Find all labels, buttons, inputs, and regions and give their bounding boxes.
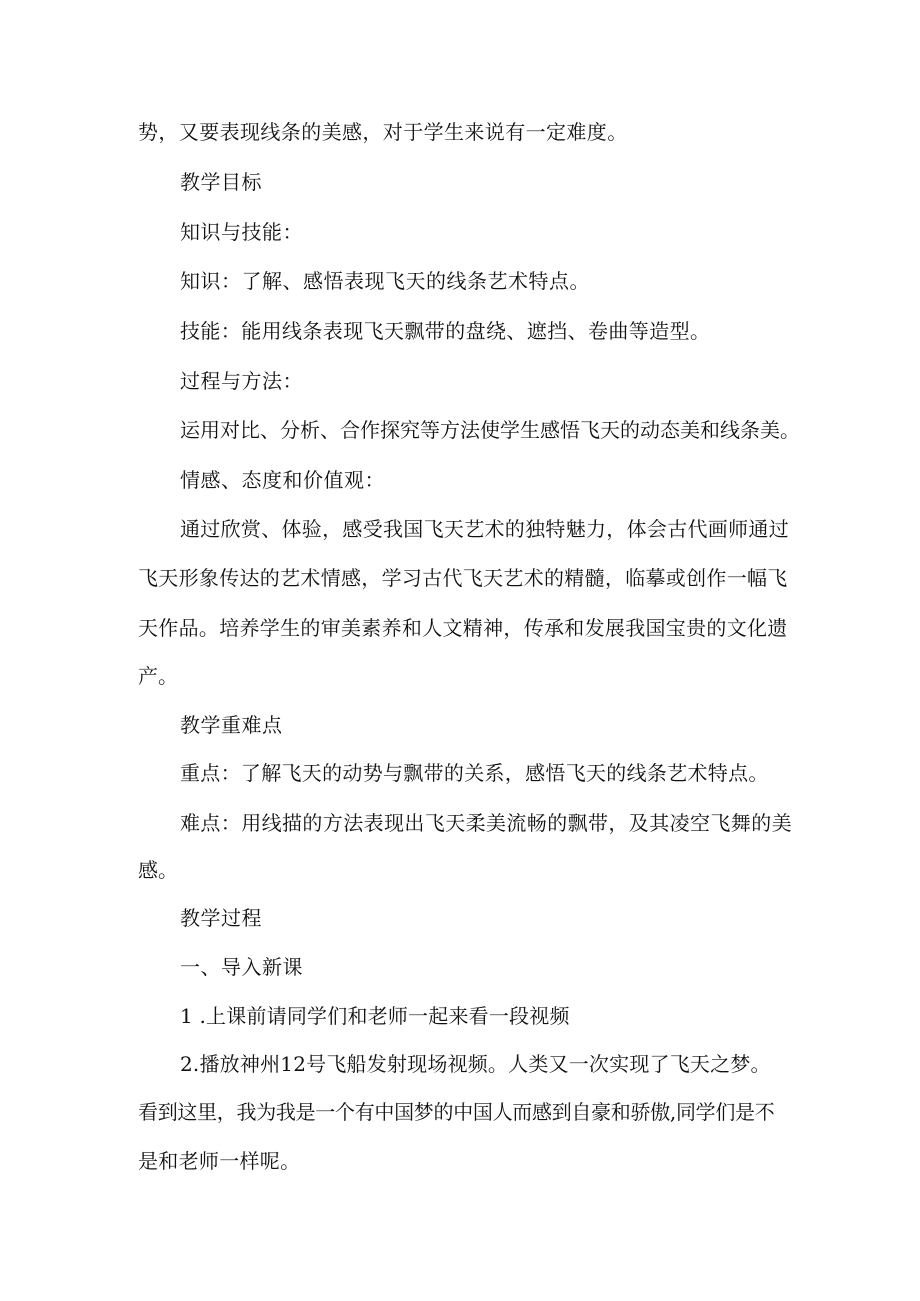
text-line-emotion-4: 产。 <box>138 664 178 688</box>
text-line-emotion-2: 飞天形象传达的艺术情感，学习古代飞天艺术的精髓，临摹或创作一幅飞 <box>138 566 788 590</box>
text-line-process: 运用对比、分析、合作探究等方法使学生感悟飞天的动态美和线条美。 <box>180 418 800 442</box>
subheading-introduction: 一、导入新课 <box>180 955 303 979</box>
text-line-knowledge: 知识：了解、感悟表现飞天的线条艺术特点。 <box>180 269 590 293</box>
text-line-list-item-2-cont: 看到这里，我为我是一个有中国梦的中国人而感到自豪和骄傲,同学们是不 <box>138 1100 775 1124</box>
heading-key-difficult-points: 教学重难点 <box>180 713 283 737</box>
text-line-key-point: 重点：了解飞天的动势与飘带的关系，感悟飞天的线条艺术特点。 <box>180 761 769 785</box>
text-line-difficult-point-1: 难点：用线描的方法表现出飞天柔美流畅的飘带，及其凌空飞舞的美 <box>180 811 792 835</box>
subheading-knowledge-skills: 知识与技能： <box>180 220 303 244</box>
list-item-2: 2.播放神州12号飞船发射现场视频。人类又一次实现了飞天之梦。 <box>180 1052 771 1076</box>
text-line-difficult-point-2: 感。 <box>138 858 178 882</box>
heading-teaching-objectives: 教学目标 <box>180 170 262 194</box>
subheading-emotion-values: 情感、态度和价值观： <box>180 468 385 492</box>
heading-teaching-process: 教学过程 <box>180 906 262 930</box>
text-line-continuation: 势，又要表现线条的美感，对于学生来说有一定难度。 <box>138 120 628 144</box>
list-item-1: 1 .上课前请同学们和老师一起来看一段视频 <box>180 1004 570 1028</box>
text-line-list-item-2-end: 是和老师一样呢。 <box>138 1149 301 1173</box>
subheading-process-methods: 过程与方法： <box>180 369 303 393</box>
text-line-skills: 技能：能用线条表现飞天飘带的盘绕、遮挡、卷曲等造型。 <box>180 319 711 343</box>
text-line-emotion-1: 通过欣赏、体验，感受我国飞天艺术的独特魅力，体会古代画师通过 <box>180 517 789 541</box>
text-line-emotion-3: 天作品。培养学生的审美素养和人文精神，传承和发展我国宝贵的文化遗 <box>138 616 788 640</box>
